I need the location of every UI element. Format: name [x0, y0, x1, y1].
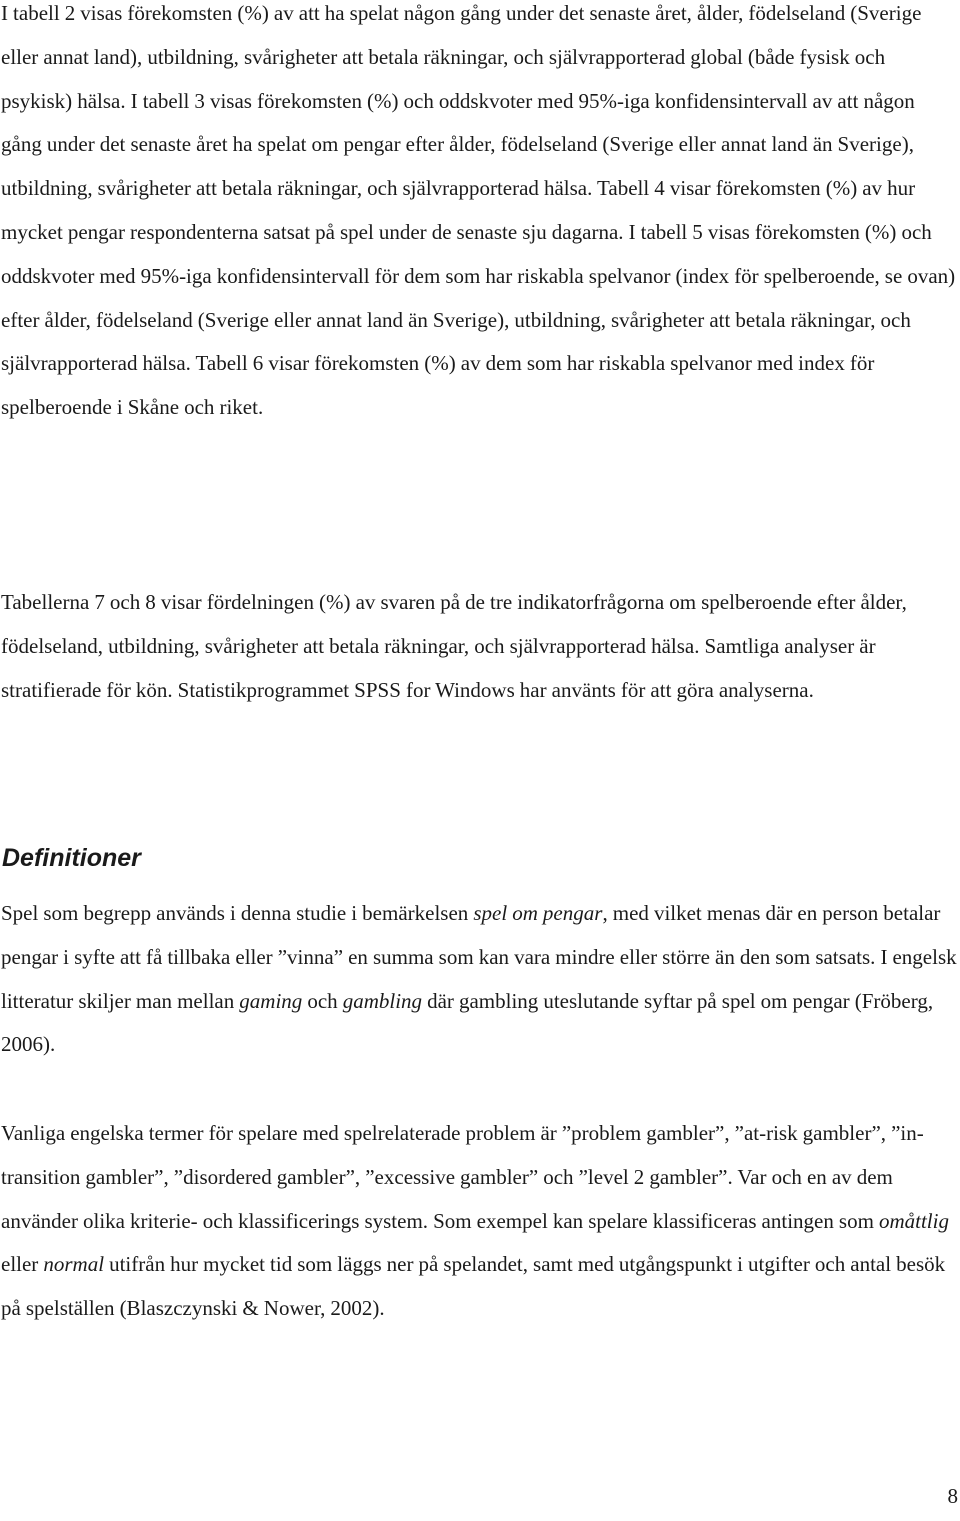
text-run: Spel som begrepp används i denna studie i bemärkelsen: [1, 901, 474, 925]
italic-term: gaming: [239, 988, 303, 1013]
page-number: 8: [947, 1484, 958, 1508]
italic-term: omåttlig: [878, 1208, 949, 1233]
paragraph-definition-spel: [1, 892, 957, 1067]
text-run: och: [302, 988, 343, 1013]
text-run: utifrån hur mycket tid som läggs ner på spelandet, samt med utgångspunkt i utgifter och antal besök på spelställen (Blaszczynski & Nower, 2002).: [1, 1252, 946, 1321]
text-run: Vanliga engelska termer för spelare med spelrelaterade problem är ”problem gambler”, ”at-risk gambler”, ”in-transition gambler”, ”disordered gambler”, ”excessive gambler” och ”level 2 gambler”. Var och en av dem använder olika kriterie- och klassificerings system. Som exempel kan spelare klassificeras antingen som: [1, 1121, 924, 1233]
paragraph-english-terms: [1, 1112, 957, 1331]
italic-term: spel om pengar: [473, 901, 603, 925]
text-run: , med vilket menas där en person betalar pengar i syfte att få tillbaka eller ”vinna” en summa som kan vara mindre eller större än den som satsats. I engelsk litteratur skiljer man mellan: [1, 901, 957, 1013]
italic-term: gambling: [342, 988, 423, 1013]
section-heading-definitioner: Definitioner: [2, 844, 141, 872]
text-run: där gambling uteslutande syftar på spel om pengar (Fröberg, 2006).: [1, 988, 934, 1057]
text-run: eller: [1, 1252, 44, 1277]
italic-term: normal: [43, 1252, 105, 1277]
paragraph-tables-2-to-6: I tabell 2 visas förekomsten (%) av att ha spelat någon gång under det senaste året, ålder, födelseland (Sverige eller annat land), utbildning, svårigheter att betala räkningar, och självrapporterad global (både fysisk och psykisk) hälsa. I tabell 3 visas förekomsten (%) och oddskvoter med 95%-iga konfidensintervall av att någon gång under det senaste året ha spelat om pengar efter ålder, födelseland (Sverige eller annat land än Sverige), utbildning, svårigheter att betala räkningar, och självrapporterad hälsa. Tabell 4 visar förekomsten (%) av hur mycket pengar respondenterna satsat på spel under de senaste sju dagarna. I tabell 5 visas förekomsten (%) och oddskvoter med 95%-iga konfidensintervall för dem som har riskabla spelvanor (index för spelberoende, se ovan) efter ålder, födelseland (Sverige eller annat land än Sverige), utbildning, svårigheter att betala räkningar, och självrapporterad hälsa. Tabell 6 visar förekomsten (%) av dem som har riskabla spelvanor med index för spelberoende i Skåne och riket.: [1, 1, 956, 420]
paragraph-tables-7-and-8: Tabellerna 7 och 8 visar fördelningen (%) av svaren på de tre indikatorfrågorna om spelberoende efter ålder, födelseland, utbildning, svårigheter att betala räkningar, och självrapporterad hälsa. Samtliga analyser är stratifierade för kön. Statistikprogrammet SPSS for Windows har använts för att göra analyserna.: [1, 590, 907, 702]
